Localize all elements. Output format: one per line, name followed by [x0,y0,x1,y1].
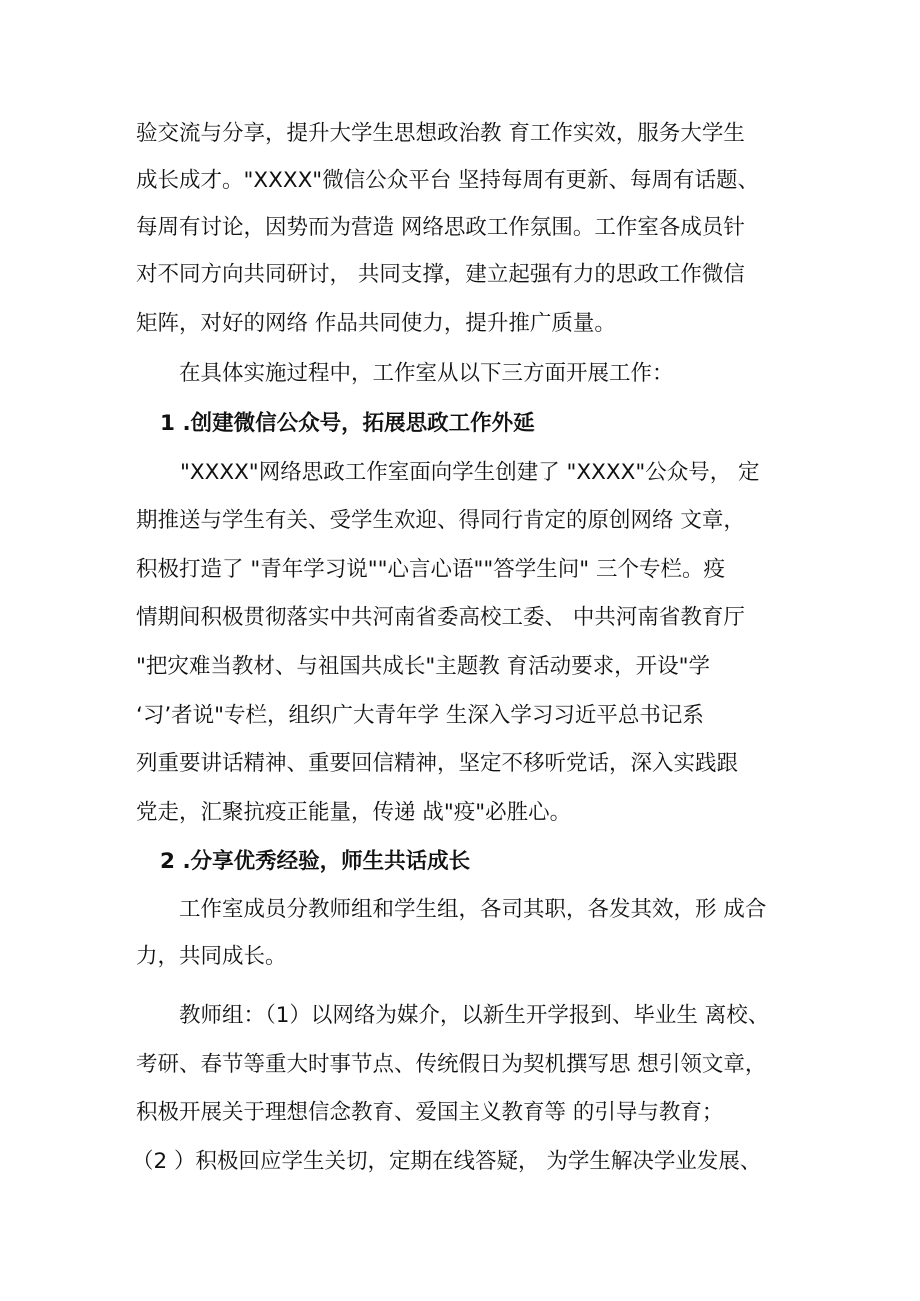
body-line-19: 积极开展关于理想信念教育、爱国主义教育等 的引导与教育； [136,1100,724,1125]
body-line-12: ‘习’者说"专栏，组织广大青年学 生深入学习习近平总书记系 [136,703,704,728]
body-line-7: "XXXX"网络思政工作室面向学生创建了 "XXXX"公众号， 定 [180,460,760,485]
body-line-14: 党走，汇聚抗疫正能量，传递 战"疫"必胜心。 [136,800,572,825]
body-line-10: 情期间积极贯彻落实中共河南省委高校工委、 中共河南省教育厅 [136,605,745,630]
body-line-11: "把灾难当教材、与祖国共成长"主题教 育活动要求，开设"学 [136,654,711,679]
body-line-15: 工作室成员分教师组和学生组，各司其职，各发其效，形 成合 [136,897,767,922]
body-line-9: 积极打造了 "青年学习说""心言心语""答学生问" 三个专栏。疫 [136,557,726,582]
body-line-13: 列重要讲话精神、重要回信精神，坚定不移听党话，深入实践跟 [136,751,739,776]
body-line-2: 成长成才。"XXXX"微信公众平台 坚持每周有更新、每周有话题、 [136,168,760,193]
body-line-4: 对不同方向共同研讨， 共同支撑，建立起强有力的思政工作微信 [136,262,745,287]
section-heading-2: 2 .分享优秀经验，师生共话成长 [160,849,471,874]
body-line-18: 考研、春节等重大时事节点、传统假日为契机撰写思 想引领文章， [136,1052,767,1077]
body-line-1: 验交流与分享，提升大学生思想政治教 育工作实效，服务大学生 [136,121,745,146]
body-line-5: 矩阵，对好的网络 作品共同使力，提升推广质量。 [136,311,616,336]
body-line-6: 在具体实施过程中，工作室从以下三方面开展工作： [136,361,674,386]
body-line-16: 力，共同成长。 [136,944,287,969]
body-line-20: （2 ）积极回应学生关切，定期在线答疑， 为学生解决学业发展、 [132,1149,762,1174]
body-line-8: 期推送与学生有关、受学生欢迎、得同行肯定的原创网络 文章， [136,508,745,533]
body-line-3: 每周有讨论，因势而为营造 网络思政工作氛围。工作室各成员针 [136,215,745,240]
section-heading-1: 1 .创建微信公众号，拓展思政工作外延 [160,411,535,436]
body-line-17: 教师组：（1）以网络为媒介，以新生开学报到、毕业生 离校、 [136,1003,770,1028]
